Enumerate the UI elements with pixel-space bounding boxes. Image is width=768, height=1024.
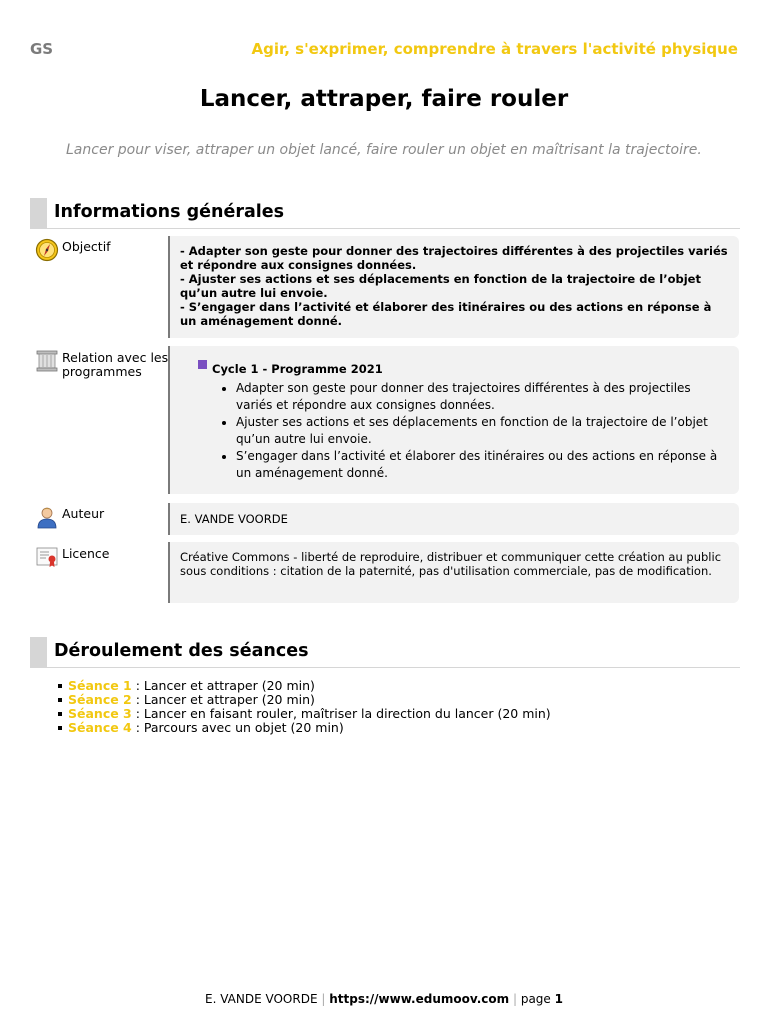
session-link[interactable]: Séance 1 <box>68 678 132 693</box>
session-item <box>58 721 551 735</box>
relation-box <box>168 346 739 494</box>
objectif-line: - Ajuster ses actions et ses déplacements en fonction de la trajectoire de l’objet qu’un autre lui envoie. <box>180 272 701 300</box>
column-icon <box>35 349 59 373</box>
programme-list <box>180 380 729 482</box>
square-bullet-icon <box>58 698 62 702</box>
session-link[interactable]: Séance 4 <box>68 720 132 735</box>
session-item <box>58 707 551 721</box>
square-bullet-icon <box>198 360 207 369</box>
session-text: : Lancer et attraper (20 min) <box>131 678 315 693</box>
certificate-icon <box>35 545 59 569</box>
session-item <box>58 679 551 693</box>
auteur-box <box>168 503 739 535</box>
cycle-title: Cycle 1 - Programme 2021 <box>212 362 383 376</box>
session-item <box>58 693 551 707</box>
session-link[interactable]: Séance 3 <box>68 706 132 721</box>
session-link[interactable]: Séance 2 <box>68 692 132 707</box>
objectif-label: Objectif <box>62 239 111 254</box>
footer-page-label: page <box>520 992 551 1006</box>
footer-separator: | <box>512 992 517 1006</box>
session-text: : Lancer en faisant rouler, maîtriser la direction du lancer (20 min) <box>131 706 551 721</box>
section-marker <box>30 637 47 667</box>
objectif-line: - Adapter son geste pour donner des trajectoires différentes à des projectiles variés et répondre aux consignes données. <box>180 244 728 272</box>
section-marker <box>30 198 47 228</box>
session-list <box>58 679 551 735</box>
page-subtitle: Lancer pour viser, attraper un objet lancé, faire rouler un objet en maîtrisant la trajectoire. <box>66 142 702 158</box>
session-text: : Parcours avec un objet (20 min) <box>131 720 344 735</box>
auteur-label: Auteur <box>62 506 105 521</box>
licence-value: Créative Commons - liberté de reproduire, distribuer et communiquer cette création au public sous conditions : citation de la paternité, pas d'utilisation commerciale, pas de modification. <box>180 550 722 578</box>
relation-label: Relation avec les programmes <box>62 350 169 379</box>
session-text: : Lancer et attraper (20 min) <box>131 692 315 707</box>
square-bullet-icon <box>58 726 62 730</box>
level-label: GS <box>30 40 54 58</box>
domain-label: Agir, s'exprimer, comprendre à travers l'activité physique <box>251 40 738 58</box>
footer-author: E. VANDE VOORDE <box>205 992 318 1006</box>
compass-icon <box>35 238 59 262</box>
programme-item: • S’engager dans l’activité et élaborer des itinéraires ou des actions en réponse à un aménagement donné. <box>236 448 729 482</box>
section-title: Déroulement des séances <box>54 641 309 661</box>
page-footer <box>0 992 768 1006</box>
footer-separator: | <box>321 992 326 1006</box>
footer-url[interactable]: https://www.edumoov.com <box>329 992 510 1006</box>
section-header-informations <box>30 198 740 229</box>
section-title: Informations générales <box>54 202 285 222</box>
cycle-heading <box>188 362 729 376</box>
auteur-value: E. VANDE VOORDE <box>180 512 288 526</box>
section-header-seances <box>30 637 740 668</box>
square-bullet-icon <box>58 684 62 688</box>
programme-item: • Ajuster ses actions et ses déplacements en fonction de la trajectoire de l’objet qu’un autre lui envoie. <box>236 414 729 448</box>
objectif-box <box>168 236 739 338</box>
objectif-line: - S’engager dans l’activité et élaborer des itinéraires ou des actions en réponse à un aménagement donné. <box>180 300 712 328</box>
page-title: Lancer, attraper, faire rouler <box>199 86 569 112</box>
programme-item: • Adapter son geste pour donner des trajectoires différentes à des projectiles variés et répondre aux consignes données. <box>236 380 729 414</box>
page-header <box>30 40 738 62</box>
square-bullet-icon <box>58 712 62 716</box>
user-icon <box>35 505 59 529</box>
licence-box <box>168 542 739 603</box>
licence-label: Licence <box>62 546 110 561</box>
footer-page-number: 1 <box>554 992 563 1006</box>
